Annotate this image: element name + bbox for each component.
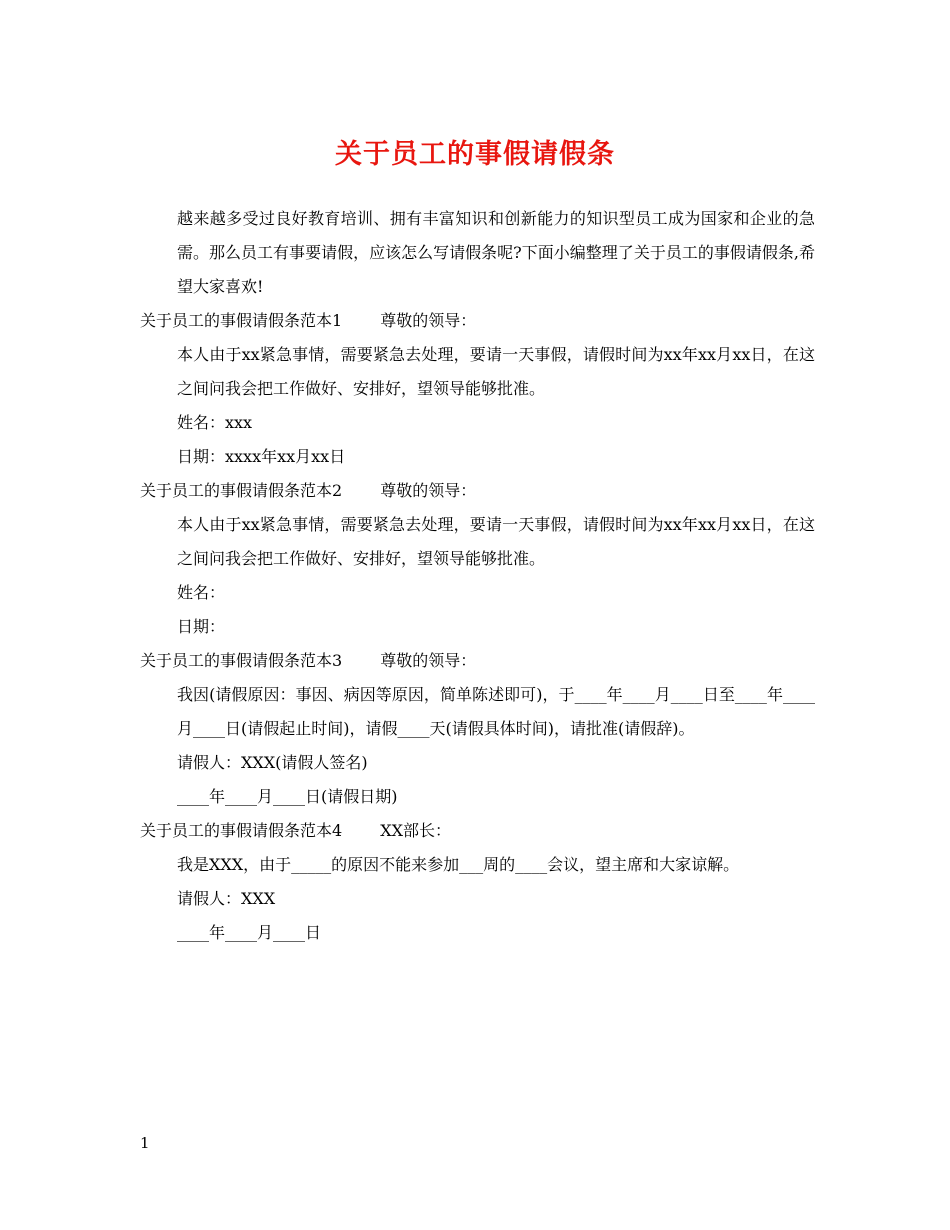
sample2-heading-line: [140, 474, 815, 508]
sample3-salutation: 尊敬的领导：: [380, 651, 477, 670]
sample1-date: 日期：xxxx年xx月xx日: [177, 447, 346, 466]
sample3-date: ____年____月____日(请假日期): [177, 787, 398, 806]
sample1-salutation: 尊敬的领导：: [380, 311, 477, 330]
sample2-name: 姓名：: [177, 583, 226, 602]
sample1-heading: 关于员工的事假请假条范本1: [140, 311, 343, 330]
sample3-heading-line: [140, 644, 815, 678]
sample2-heading: 关于员工的事假请假条范本2: [140, 481, 343, 500]
document-title: 关于员工的事假请假条: [335, 139, 615, 170]
sample3-body: 我因(请假原因：事因、病因等原因，简单陈述即可)，于____年____月____日至____年____月____日(请假起止时间)，请假____天(请假具体时间)，请批准(请假辞)。: [177, 685, 815, 738]
sample4-heading-line: [140, 814, 815, 848]
sample4-heading: 关于员工的事假请假条范本4: [140, 821, 343, 840]
sample2-date: 日期：: [177, 617, 226, 636]
sample4-date: ____年____月____日: [177, 923, 322, 942]
sample1-heading-line: [140, 304, 815, 338]
sample1-name: 姓名：xxx: [177, 413, 253, 432]
sample2-salutation: 尊敬的领导：: [380, 481, 477, 500]
sample3-heading: 关于员工的事假请假条范本3: [140, 651, 343, 670]
sample3-applicant: 请假人：XXX(请假人签名): [177, 753, 368, 772]
sample4-body: 我是XXX，由于_____的原因不能来参加___周的____会议，望主席和大家谅解。: [177, 855, 740, 874]
sample4-applicant: 请假人：XXX: [177, 889, 276, 908]
document-body: [140, 202, 815, 950]
sample2-body: 本人由于xx紧急事情，需要紧急去处理，要请一天事假，请假时间为xx年xx月xx日，在这之间问我会把工作做好、安排好，望领导能够批准。: [177, 515, 815, 568]
page-number: 1: [140, 1134, 150, 1152]
sample4-salutation: XX部长：: [380, 821, 451, 840]
sample1-body: 本人由于xx紧急事情，需要紧急去处理，要请一天事假，请假时间为xx年xx月xx日，在这之间问我会把工作做好、安排好，望领导能够批准。: [177, 345, 815, 398]
intro-paragraph: 越来越多受过良好教育培训、拥有丰富知识和创新能力的知识型员工成为国家和企业的急需。那么员工有事要请假，应该怎么写请假条呢?下面小编整理了关于员工的事假请假条,希望大家喜欢!: [177, 209, 815, 296]
